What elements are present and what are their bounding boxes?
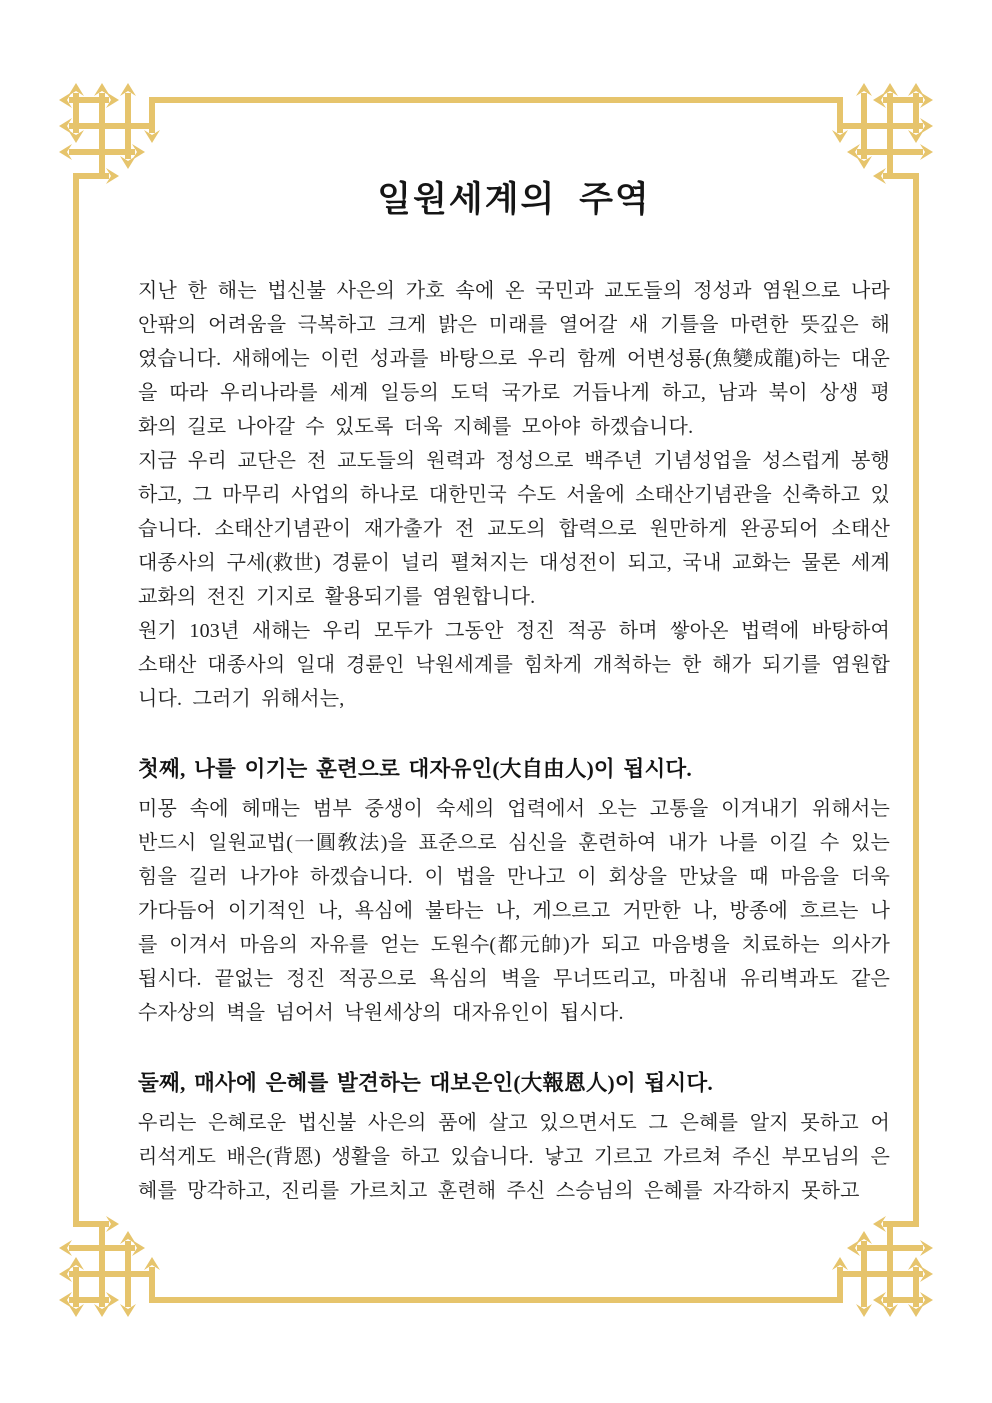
intro-paragraph-2: 지금 우리 교단은 전 교도들의 원력과 정성으로 백주년 기념성업을 성스럽게 봉행하고, 그 마무리 사업의 하나로 대한민국 수도 서울에 소태산기념관을 신축하고 있습니다. 소태산기념관이 재가출가 전 교도의 합력으로 원만하게 완공되어 소태산 대종사의 구세(救世) 경륜이 널리 펼쳐지는 대성전이 되고, 국내 교화는 물론 세계 교화의 전진 기지로 활용되기를 염원합니다. (138, 450, 890, 608)
section-first-body: 미몽 속에 헤매는 범부 중생이 숙세의 업력에서 오는 고통을 이겨내기 위해서는 반드시 일원교법(一圓敎法)을 표준으로 심신을 훈련하여 내가 나를 이길 수 있는 힘을 길러 나가야 하겠습니다. 이 법을 만나고 이 회상을 만났을 때 마음을 더욱 가다듬어 이기적인 나, 욕심에 불타는 나, 게으르고 거만한 나, 방종에 흐르는 나를 이겨서 마음의 자유를 얻는 도원수(都元帥)가 되고 마음병을 치료하는 의사가 됩시다. 끝없는 정진 적공으로 욕심의 벽을 무너뜨리고, 마침내 유리벽과도 같은 수자상의 벽을 넘어서 낙원세상의 대자유인이 됩시다. (138, 798, 890, 1024)
intro-paragraphs (138, 274, 890, 716)
frame-border-bottom (176, 1297, 816, 1303)
frame-border-left (73, 200, 79, 1200)
section-second-body: 우리는 은혜로운 법신불 사은의 품에 살고 있으면서도 그 은혜를 알지 못하고 어리석게도 배은(背恩) 생활을 하고 있습니다. 낳고 기르고 가르쳐 주신 부모님의 은혜를 망각하고, 진리를 가르치고 훈련해 주신 스승님의 은혜를 자각하지 못하고 (138, 1112, 890, 1202)
corner-lattice-icon (56, 1200, 176, 1320)
section-second-heading: 둘째, 매사에 은혜를 발견하는 대보은인(大報恩人)이 됩시다. (138, 1071, 713, 1095)
section-second (138, 1066, 890, 1208)
document-content (138, 0, 890, 1208)
frame-border-right (913, 200, 919, 1200)
section-first-heading: 첫째, 나를 이기는 훈련으로 대자유인(大自由人)이 됩시다. (138, 757, 692, 781)
intro-paragraph-3: 원기 103년 새해는 우리 모두가 그동안 정진 적공 하며 쌓아온 법력에 바탕하여 소태산 대종사의 일대 경륜인 낙원세계를 힘차게 개척하는 한 해가 되기를 염원합니다. 그러기 위해서는, (138, 620, 890, 710)
page-title: 일원세계의 주역 (377, 180, 651, 219)
section-first (138, 752, 890, 1030)
corner-lattice-icon (816, 1200, 936, 1320)
intro-paragraph-1: 지난 한 해는 법신불 사은의 가호 속에 온 국민과 교도들의 정성과 염원으로 나라 안팎의 어려움을 극복하고 크게 밝은 미래를 열어갈 새 기틀을 마련한 뜻깊은 해였습니다. 새해에는 이런 성과를 바탕으로 우리 함께 어변성룡(魚變成龍)하는 대운을 따라 우리나라를 세계 일등의 도덕 국가로 거듭나게 하고, 남과 북이 상생 평화의 길로 나아갈 수 있도록 더욱 지혜를 모아야 하겠습니다. (138, 280, 890, 438)
